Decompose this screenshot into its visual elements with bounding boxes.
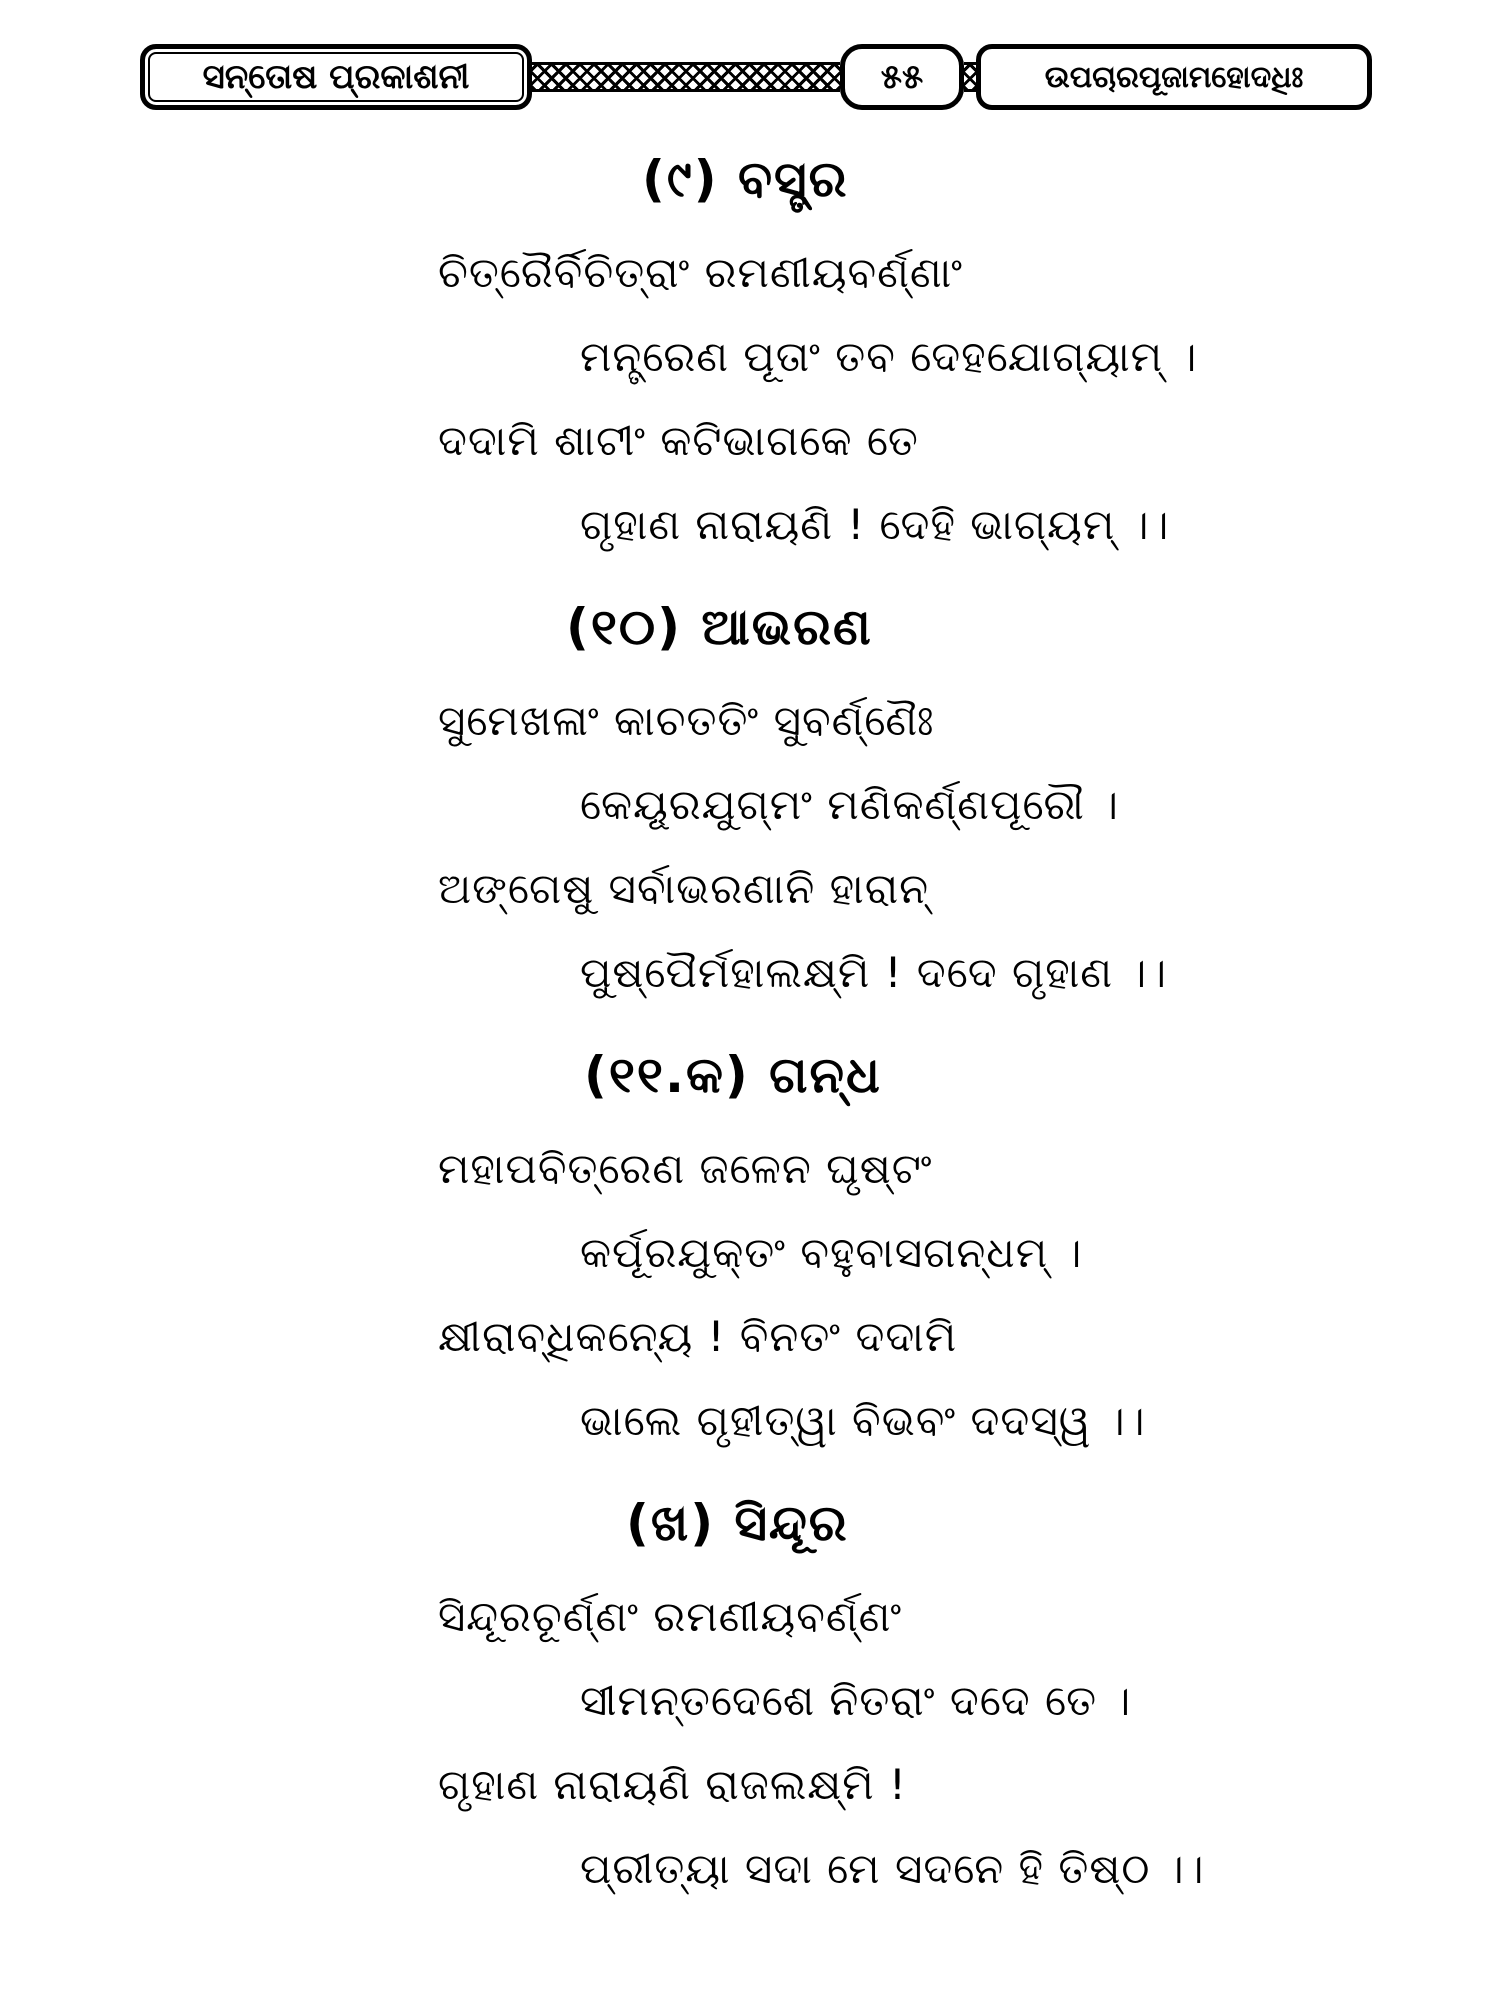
verse-line: ମହାପବିତ୍ରେଣ ଜଳେନ ଘୃଷ୍ଟଂ <box>438 1144 933 1193</box>
verse-line: ପୁଷ୍ପୈର୍ମହାଲକ୍ଷ୍ମି ! ଦଦେ ଗୃହାଣ ।। <box>580 948 1168 997</box>
verse-line: ଗୃହାଣ ନାରାୟଣି ! ଦେହି ଭାଗ୍ୟମ୍ ।। <box>580 500 1170 549</box>
verse-line: ଦଦାମି ଶାଟୀଂ କଟିଭାଗକେ ତେ <box>438 416 919 465</box>
header-ornament-left <box>532 62 840 92</box>
verse-line: ସୀମନ୍ତଦେଶେ ନିତରାଂ ଦଦେ ତେ । <box>580 1676 1132 1725</box>
verse-line: ପ୍ରୀତ୍ୟା ସଦା ମେ ସଦନେ ହି ତିଷ୍ଠ ।। <box>580 1844 1205 1893</box>
section-title: (୯) ବସ୍ତ୍ର <box>642 150 849 208</box>
verse-line: ସୁମେଖଳାଂ କାଚତତିଂ ସୁବର୍ଣ୍ଣୈଃ <box>438 696 935 745</box>
verse-line: ଗୃହାଣ ନାରାୟଣି ରାଜଲକ୍ଷ୍ମି ! <box>438 1760 907 1809</box>
verse-line: ସିନ୍ଦୂରଚୂର୍ଣ୍ଣଂ ରମଣୀୟବର୍ଣ୍ଣଂ <box>438 1592 903 1641</box>
verse-line: କ୍ଷୀରାବ୍ଧିକନ୍ୟେ ! ବିନତଂ ଦଦାମି <box>438 1312 958 1361</box>
page-number: ୫୫ <box>840 44 964 110</box>
header-ornament-right <box>964 62 976 92</box>
publisher-name: ସନ୍ତୋଷ ପ୍ରକାଶନୀ <box>140 44 532 110</box>
book-title: ଉପଚାରପୂଜାମହୋଦଧିଃ <box>976 44 1372 110</box>
verse-line: କେୟୂରଯୁଗ୍ମଂ ମଣିକର୍ଣ୍ଣପୂରୌ । <box>580 780 1120 829</box>
section-title: (ଖ) ସିନ୍ଦୂର <box>626 1494 849 1552</box>
page-header <box>140 44 1372 116</box>
section-title: (୧୦) ଆଭରଣ <box>566 598 873 656</box>
verse-line: ଅଙ୍ଗେଷୁ ସର୍ବାଭରଣାନି ହାରାନ୍ <box>438 864 930 913</box>
verse-line: ଭାଲେ ଗୃହୀତ୍ୱା ବିଭବଂ ଦଦସ୍ୱ ।। <box>580 1396 1146 1445</box>
verse-line: ଚିତ୍ରୈର୍ବିଚିତ୍ରାଂ ରମଣୀୟବର୍ଣ୍ଣାଂ <box>438 248 964 297</box>
verse-line: ମନ୍ତ୍ରେଣ ପୂତାଂ ତବ ଦେହଯୋଗ୍ୟାମ୍ । <box>580 332 1198 381</box>
verse-line: କର୍ପୂରଯୁକ୍ତଂ ବହୁବାସଗନ୍ଧମ୍ । <box>580 1228 1083 1277</box>
section-title: (୧୧.କ) ଗନ୍ଧ <box>584 1046 882 1104</box>
